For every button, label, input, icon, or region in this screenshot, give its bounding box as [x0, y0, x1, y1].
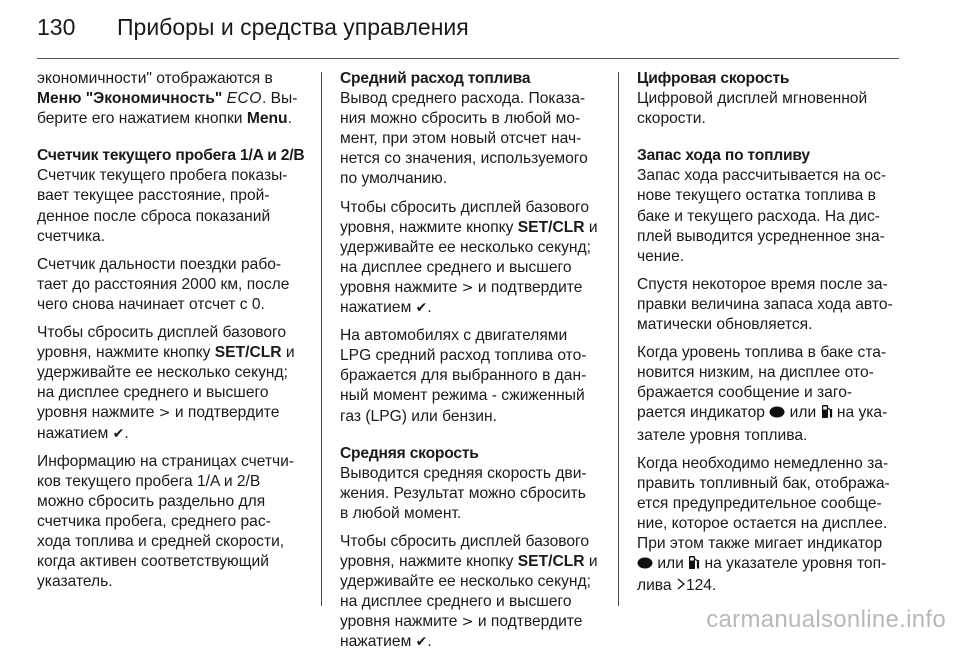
- menu-button-label: Menu: [246, 110, 288, 128]
- paragraph: Счетчик дальности поездки рабо- тает до расстояния 2000 км, после чего снова начинает отсчет с 0.: [37, 255, 290, 313]
- header-divider: [37, 58, 899, 59]
- checkmark-icon: ✔: [415, 634, 428, 651]
- fuel-pump-icon: [688, 555, 700, 576]
- section-heading-avg-consumption: Средний расход топлива: [340, 70, 531, 87]
- page-title: Приборы и средства управления: [117, 14, 469, 40]
- paragraph: На автомобилях с двигателями LPG средний расход топлива ото- бражается для выбранного в дан- ный момент режима - сжиженный газ (LPG) или бензин.: [340, 327, 587, 425]
- page-header: [37, 14, 469, 54]
- checkmark-icon: ✔: [112, 425, 125, 442]
- page-reference-link[interactable]: 124: [685, 577, 712, 595]
- watermark: carmanualsonline.info: [706, 606, 946, 633]
- paragraph: Выводится средняя скорость дви- жения. Результат можно сбросить в любой момент.: [340, 464, 587, 522]
- section-heading-digital-speed: Цифровая скорость: [637, 70, 790, 87]
- fuel-pump-icon: [821, 404, 833, 425]
- column-3: [637, 69, 909, 605]
- fuel-indicator-icon: [637, 555, 653, 575]
- cross-reference-arrow-icon[interactable]: [676, 577, 686, 597]
- section-heading-fuel-range: Запас хода по топливу: [637, 147, 810, 165]
- intro-paragraph: экономичности" отображаются в Меню "Экономичность" ECO. Вы- берите его нажатием кнопки Menu.: [37, 70, 298, 128]
- column-1: [37, 69, 309, 600]
- reset-instructions: Чтобы сбросить дисплей базового уровня, нажмите кнопку SET/CLR и удерживайте ее несколько секунд; на дисплее среднего и высшего уровня нажмите > и подтвердите нажатием ✔.: [340, 198, 598, 317]
- reset-instructions: Чтобы сбросить дисплей базового уровня, нажмите кнопку SET/CLR и удерживайте ее несколько секунд; на дисплее среднего и высшего уровня нажмите > и подтвердите нажатием ✔.: [37, 324, 295, 442]
- chevron-right-icon: >: [461, 614, 474, 631]
- refuel-warning-paragraph: Когда необходимо немедленно за- править топливный бак, отобража- ется предупредительное сообще- ние, которое остается на дисплее. При этом также мигает индикатор или на указателе уровня топ- лива 124.: [637, 454, 909, 598]
- reset-instructions: Чтобы сбросить дисплей базового уровня, нажмите кнопку SET/CLR и удерживайте ее несколько секунд; на дисплее среднего и высшего уровня нажмите > и подтвердите нажатием ✔.: [340, 532, 598, 651]
- paragraph: Цифровой дисплей мгновенной скорости.: [637, 90, 868, 128]
- paragraph: Счетчик текущего пробега показы- вает текущее расстояние, прой- денное после сброса показаний счетчика.: [37, 167, 288, 245]
- checkmark-icon: ✔: [415, 300, 428, 317]
- page-number: 130: [37, 14, 76, 40]
- chevron-right-icon: >: [158, 405, 171, 422]
- chevron-right-icon: >: [461, 279, 474, 296]
- column-2: [340, 69, 612, 661]
- paragraph: Информацию на страницах счетчи- ков текущего пробега 1/A и 2/B можно сбросить раздельно для счетчика пробега, среднего рас- хода топлива и средней скорости, когда активен соответствующий указатель.: [37, 452, 295, 591]
- column-divider-1: [321, 72, 322, 606]
- paragraph: Спустя некоторое время после за- правки величина запаса хода авто- матически обновляется.: [637, 275, 893, 334]
- column-divider-2: [618, 72, 619, 606]
- section-heading-trip-meter: Счетчик текущего пробега 1/A и 2/B: [37, 147, 305, 165]
- paragraph: Запас хода рассчитывается на ос- нове текущего остатка топлива в баке и текущего расхода. На дис- плей выводится усредненное зна- чение.: [637, 167, 887, 265]
- section-heading-avg-speed: Средняя скорость: [340, 444, 479, 462]
- fuel-indicator-icon: [769, 404, 785, 424]
- low-fuel-paragraph: Когда уровень топлива в баке ста- новится низким, на дисплее ото- бражается сообщение и заго- рается индикатор или на ука- зателе уровня топлива.: [637, 344, 888, 444]
- paragraph: Вывод среднего расхода. Показа- ния можно сбросить в любой мо- мент, при этом новый отсчет нач- нется со значения, используемого по умолчанию.: [340, 90, 588, 188]
- eco-label: ECO: [226, 90, 262, 108]
